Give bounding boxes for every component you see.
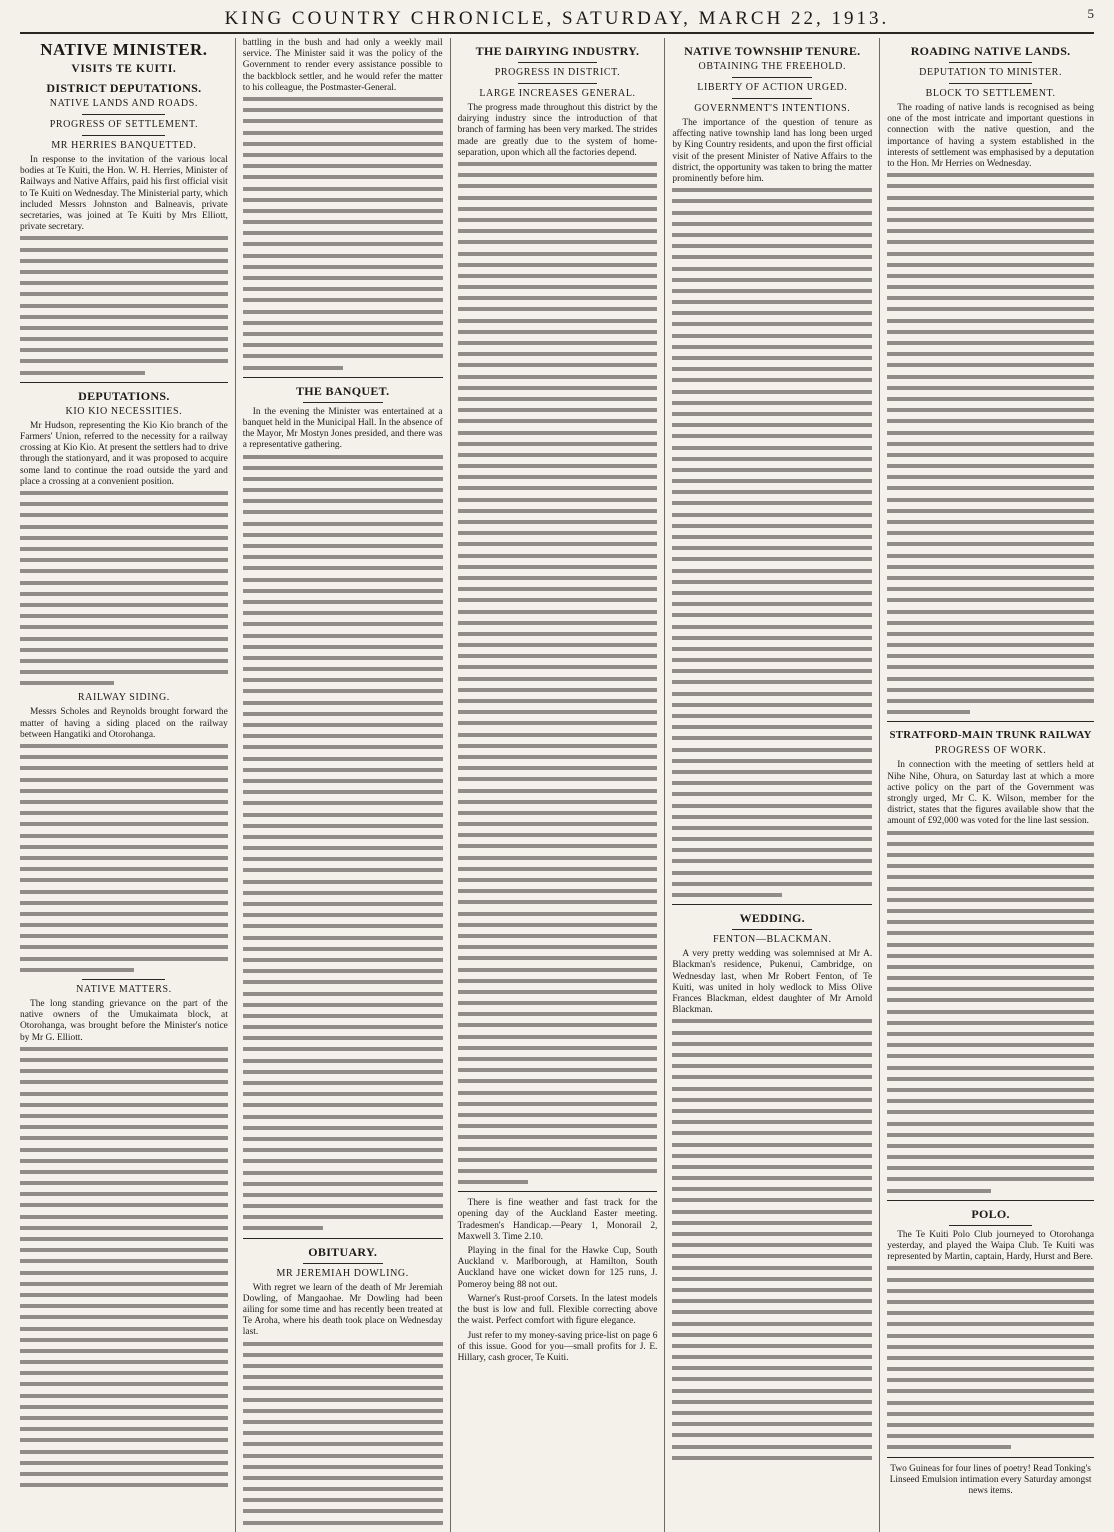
text-lines bbox=[20, 1047, 228, 1487]
article-text: A very pretty wedding was solemnised at Mr A. Blackman's residence, Pukenui, Cambridge, on Wednesday last, when Mr Robert Fenton, of Te Kuiti, was united in holy wedlock to Miss Olive Frances Blackman, eldest daughter of Mr Arnold Blackman. bbox=[672, 949, 873, 1016]
column-2 bbox=[235, 38, 450, 1532]
headline-banquet: THE BANQUET. bbox=[295, 383, 390, 398]
text-lines bbox=[20, 491, 228, 685]
text-lines bbox=[672, 1019, 872, 1459]
text-lines bbox=[672, 188, 872, 897]
subhead-kio-kio: KIO KIO NECESSITIES. bbox=[65, 405, 183, 417]
subhead-visits-te-kuiti: VISITS TE KUITI. bbox=[71, 63, 177, 75]
text-lines bbox=[20, 744, 228, 972]
article-text: In response to the invitation of the various local bodies at Te Kuiti, the Hon. W. H. Herries, Minister of Railways and Native Affairs, paid his first official visit to Te Kuiti on Wednesday. The Ministerial party, which included Messrs Johnston and Balneavis, private secretaries, was joined at Te Kuiti by Mrs Elliott, private secretary. bbox=[20, 155, 228, 233]
divider bbox=[887, 721, 1094, 722]
subhead-railway-siding: RAILWAY SIDING. bbox=[77, 692, 170, 704]
subhead-district-deputations: DISTRICT DEPUTATIONS. bbox=[46, 81, 202, 95]
text-lines bbox=[887, 1266, 1094, 1449]
subhead-lands-roads: NATIVE LANDS AND ROADS. bbox=[49, 98, 199, 109]
divider bbox=[887, 1200, 1094, 1201]
headline-stratford-main-trunk: STRATFORD-MAIN TRUNK RAILWAY bbox=[889, 729, 1092, 742]
subhead-progress-work: PROGRESS OF WORK. bbox=[934, 745, 1047, 757]
text-lines bbox=[243, 97, 443, 370]
article-text: In connection with the meeting of settlers held at Nihe Nihe, Ohura, on Saturday last at which a more active policy on the part of the Government was strongly urged, Mr C. K. Wilson, member for the district, states that the figures available show that the amount of £92,000 was voted for the line last session. bbox=[887, 760, 1094, 827]
article-text: The long standing grievance on the part of the native owners of the Umukaimata block, at Otorohanga, was brought before the Minister's notice by Mr G. Elliott. bbox=[20, 999, 228, 1043]
divider bbox=[458, 1191, 658, 1192]
text-lines bbox=[243, 1342, 443, 1525]
text-lines bbox=[20, 236, 228, 374]
text-lines bbox=[243, 455, 443, 1231]
headline-native-minister: NATIVE MINISTER. bbox=[40, 40, 208, 59]
divider bbox=[82, 135, 165, 136]
divider bbox=[303, 402, 383, 403]
divider bbox=[243, 377, 443, 378]
subhead-banquetted: MR HERRIES BANQUETTED. bbox=[51, 140, 197, 151]
subhead-deputation: DEPUTATION TO MINISTER. bbox=[919, 67, 1063, 78]
column-5 bbox=[879, 38, 1094, 1532]
divider bbox=[82, 979, 165, 980]
subhead-block: BLOCK TO SETTLEMENT. bbox=[925, 88, 1056, 99]
text-lines bbox=[887, 173, 1094, 714]
divider bbox=[82, 114, 165, 115]
article-text: In the evening the Minister was entertained at a banquet held in the Municipal Hall. In the absence of the Mayor, Mr Mostyn Jones presided, and there was a representative gathering. bbox=[242, 406, 443, 451]
subhead-fenton-blackman: FENTON—BLACKMAN. bbox=[712, 934, 832, 946]
divider bbox=[732, 98, 812, 99]
article-text: The Te Kuiti Polo Club journeyed to Otorohanga yesterday, and played the Waipa Club. Te Kuiti was represented by Martin, captain, Hardy, Hurst and Bere. bbox=[887, 1229, 1094, 1263]
divider bbox=[243, 1238, 443, 1239]
article-text: There is fine weather and fast track for the opening day of the Auckland Easter meeting. Tradesmen's Handicap.—Peary 1, Monorail 2, Maxwell 3. Time 2.10. bbox=[457, 1198, 658, 1242]
text-lines bbox=[887, 831, 1094, 1193]
article-text: Just refer to my money-saving price-list on page 6 of this issue. Good for you—small profits for J. E. Hillary, cash grocer, Te Kuiti. bbox=[457, 1330, 658, 1363]
divider bbox=[732, 929, 812, 930]
column-4 bbox=[664, 38, 879, 1532]
page-number: 5 bbox=[1087, 6, 1094, 21]
divider bbox=[518, 83, 598, 84]
column-3 bbox=[450, 38, 665, 1532]
column-1 bbox=[20, 38, 235, 1532]
article-text: The roading of native lands is recognised as being one of the most intricate and important questions in connection with the native question, and the importance of having a system established in the interests of settlement was emphasised by a deputation to the Hon. Mr Herries on Wednesday. bbox=[887, 103, 1094, 170]
article-text: With regret we learn of the death of Mr Jeremiah Dowling, of Mangaohae. Mr Dowling had been ailing for some time and has recently been treated at Te Aroha, where his death took place on Wednesday last. bbox=[242, 1282, 443, 1338]
divider bbox=[887, 1457, 1094, 1458]
divider bbox=[672, 904, 872, 905]
subhead-progress: PROGRESS OF SETTLEMENT. bbox=[49, 119, 199, 130]
headline-obituary: OBITUARY. bbox=[308, 1244, 378, 1259]
text-lines bbox=[458, 162, 658, 1184]
divider bbox=[732, 77, 812, 78]
divider bbox=[303, 1263, 383, 1264]
headline-dairying-industry: THE DAIRYING INDUSTRY. bbox=[475, 44, 640, 58]
subhead-freehold: OBTAINING THE FREEHOLD. bbox=[698, 61, 847, 72]
article-text: battling in the bush and had only a weekly mail service. The Minister said it was the policy of the Government to render every assistance possible to the backblock settler, and he would refer the matter to his colleague, the Postmaster-General. bbox=[242, 38, 443, 93]
headline-deputations: DEPUTATIONS. bbox=[78, 388, 170, 403]
subhead-large-increases: LARGE INCREASES GENERAL. bbox=[479, 88, 636, 99]
headline-native-township: NATIVE TOWNSHIP TENURE. bbox=[684, 44, 861, 58]
article-text: The importance of the question of tenure as affecting native township land has long been urged by King Country residents, and upon the first official visit of the present Minister of Native Affairs to the district, the opportunity was taken to bring the matter prominently before him. bbox=[672, 118, 873, 185]
divider bbox=[518, 62, 598, 63]
newspaper-title: KING COUNTRY CHRONICLE, SATURDAY, MARCH 22, 1913. bbox=[224, 8, 890, 29]
masthead bbox=[20, 6, 1094, 34]
article-text: The progress made throughout this district by the dairying industry since the introduction of that branch of farming has been very marked. The strides made are greatly due to the system of home-separation, upon which all the factories depend. bbox=[457, 103, 658, 158]
headline-polo: POLO. bbox=[971, 1206, 1010, 1221]
headline-roading-native-lands: ROADING NATIVE LANDS. bbox=[910, 44, 1071, 58]
subhead-liberty: LIBERTY OF ACTION URGED. bbox=[697, 82, 848, 93]
article-text: Mr Hudson, representing the Kio Kio branch of the Farmers' Union, referred to the necessity for a railway crossing at Kio Kio. At present the settlers had to drive through the stationyard, and it was proposed to acquire some land to continue the road outside the yard and place a crossing at a convenient position. bbox=[20, 420, 228, 487]
advert-text: Two Guineas for four lines of poetry! Read Tonking's Linseed Emulsion intimation every Saturday amongst news items. bbox=[889, 1463, 1092, 1497]
article-text: Playing in the final for the Hawke Cup, South Auckland v. Marlborough, at Hamilton, South Auckland have one wicket down for 125 runs, J. Pomeroy being 88 not out. bbox=[457, 1246, 658, 1290]
subhead-intentions: GOVERNMENT'S INTENTIONS. bbox=[694, 103, 851, 114]
subhead-progress-district: PROGRESS IN DISTRICT. bbox=[494, 67, 621, 78]
article-text: Messrs Scholes and Reynolds brought forward the matter of having a siding placed on the railway between Hangatiki and Otorohanga. bbox=[20, 707, 228, 740]
divider bbox=[949, 83, 1032, 84]
divider bbox=[949, 1225, 1032, 1226]
subhead-jeremiah-dowling: MR JEREMIAH DOWLING. bbox=[276, 1267, 409, 1279]
divider bbox=[20, 382, 228, 383]
divider bbox=[949, 62, 1032, 63]
columns bbox=[20, 38, 1094, 1497]
subhead-native-matters: NATIVE MATTERS. bbox=[76, 984, 172, 995]
headline-wedding: WEDDING. bbox=[739, 911, 805, 926]
article-text: Warner's Rust-proof Corsets. In the latest models the bust is low and full. Flexible correcting above the waist. Perfect comfort with figure elegance. bbox=[457, 1293, 658, 1327]
